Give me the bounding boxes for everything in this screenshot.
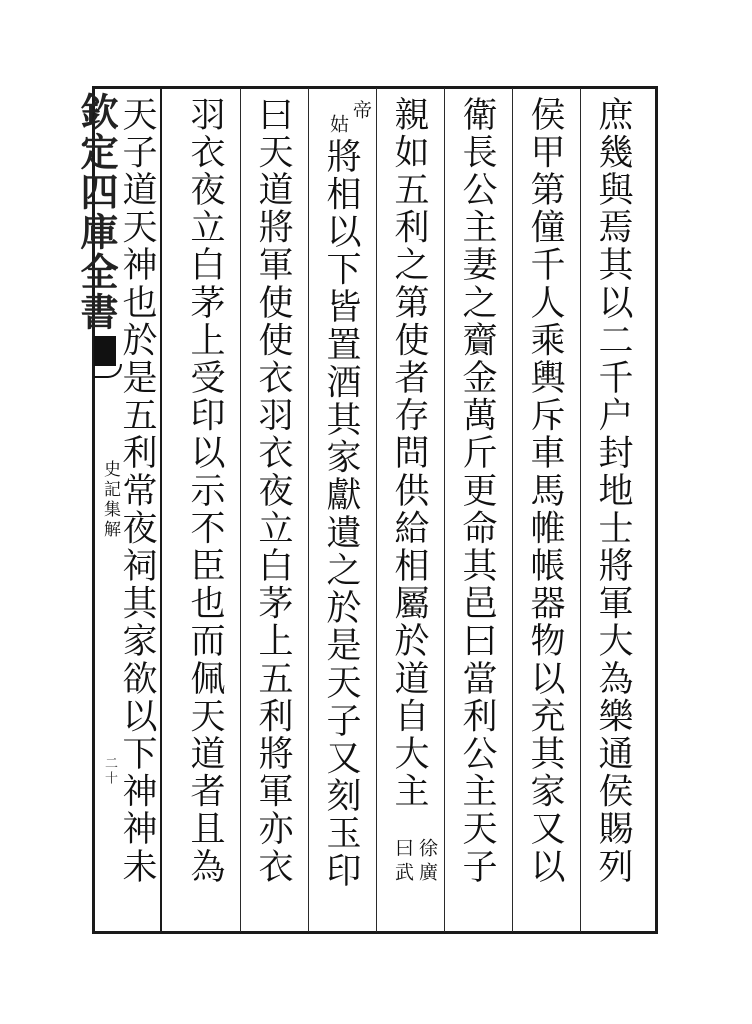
annotation-note-right: 徐廣 <box>416 838 438 886</box>
column-rule <box>240 88 241 932</box>
text-column-6: 曰天道將軍使使衣羽衣夜立白茅上五利將軍亦衣 <box>253 96 293 886</box>
text-column-2: 侯甲第僮千人乘輿斥車馬帷帳器物以充其家又以 <box>525 96 565 886</box>
column-rule <box>512 88 513 932</box>
column-rule <box>308 88 309 932</box>
fish-tail-mark <box>94 336 116 366</box>
page-border <box>74 86 658 934</box>
margin-leaf-number: 二十 <box>102 756 117 786</box>
text-column-5: 將相以下皆置酒其家獻遺之於是天子又刻玉印 <box>321 138 361 890</box>
margin-book-title: 史記集解 <box>100 460 120 540</box>
annotation-note-left: 曰武 <box>392 838 414 886</box>
annotation-head-left: 姑 <box>327 114 349 138</box>
margin-divider <box>160 86 162 934</box>
column-rule <box>444 88 445 932</box>
text-column-8: 天子道天神也於是五利常夜祠其家欲以下神神未 <box>117 96 157 886</box>
text-column-1: 庶幾與焉其以二千户封地士將軍大為樂通侯賜列 <box>593 96 633 886</box>
text-column-3: 衛長公主妻之齎金萬斤更命其邑曰當利公主天子 <box>457 96 497 886</box>
text-column-4: 親如五利之第使者存問供給相屬於道自大主 <box>389 96 429 811</box>
margin-title: 欽定四庫全書 <box>74 92 119 332</box>
annotation-head-right: 帝 <box>350 100 372 124</box>
column-rule <box>376 88 377 932</box>
column-rule <box>580 88 581 932</box>
text-column-7: 羽衣夜立白茅上受印以示不臣也而佩天道者且為 <box>185 96 225 886</box>
